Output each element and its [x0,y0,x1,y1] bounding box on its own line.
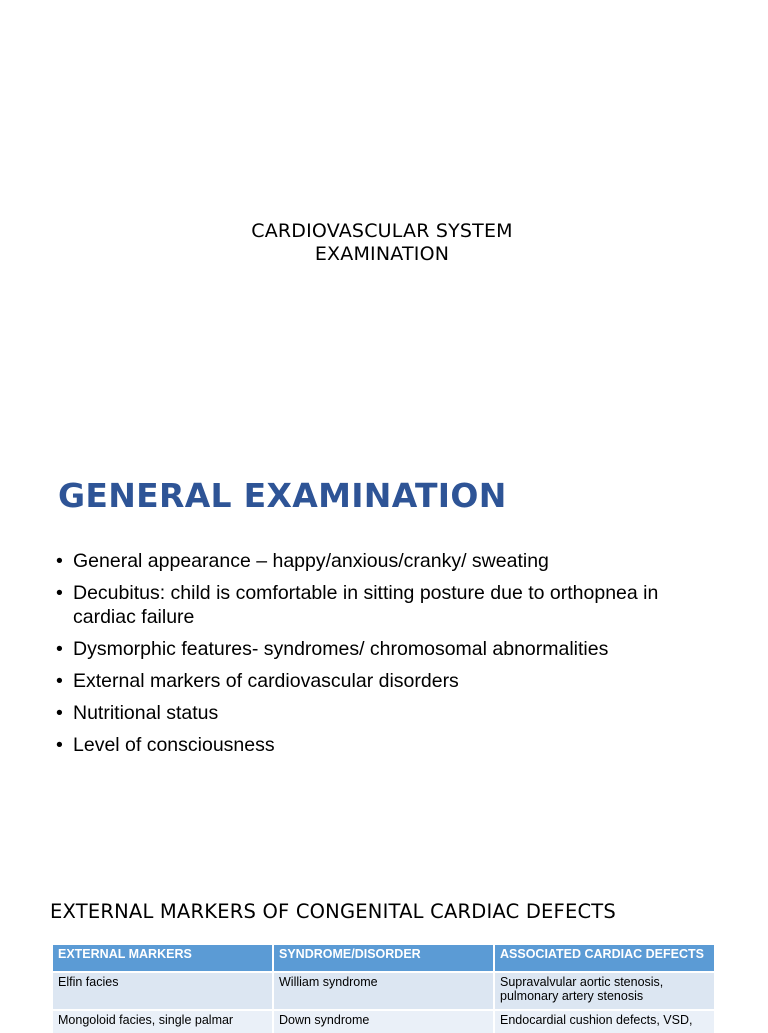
bullet-list [56,549,716,765]
table-cell: Mongoloid facies, single palmar [53,1010,273,1033]
table-cell: Endocardial cushion defects, VSD, [494,1010,715,1033]
table-cell: William syndrome [273,972,494,1010]
column-header: SYNDROME/DISORDER [273,945,494,972]
bullet-item: • External markers of cardiovascular disorders [56,669,716,693]
bullet-item: • Decubitus: child is comfortable in sitting posture due to orthopnea in cardiac failure [56,581,716,629]
table-cell: Elfin facies [53,972,273,1010]
table-row [53,972,715,1010]
slide-title [0,220,764,266]
title-line-1: CARDIOVASCULAR SYSTEM [251,220,513,242]
title-line-2: EXAMINATION [314,243,450,265]
bullet-item: • General appearance – happy/anxious/cranky/ sweating [56,549,716,573]
bullet-item: • Dysmorphic features- syndromes/ chromosomal abnormalities [56,637,716,661]
markers-table [53,945,716,1033]
column-header: ASSOCIATED CARDIAC DEFECTS [494,945,715,972]
table-cell: Supravalvular aortic stenosis, pulmonary artery stenosis [494,972,715,1010]
column-header: EXTERNAL MARKERS [53,945,273,972]
table-row [53,1010,715,1033]
bullet-item: • Nutritional status [56,701,716,725]
section-heading: GENERAL EXAMINATION [58,476,507,515]
bullet-item: • Level of consciousness [56,733,716,757]
table-cell: Down syndrome [273,1010,494,1033]
table-header-row [53,945,715,972]
table-heading: EXTERNAL MARKERS OF CONGENITAL CARDIAC DEFECTS [50,900,616,923]
